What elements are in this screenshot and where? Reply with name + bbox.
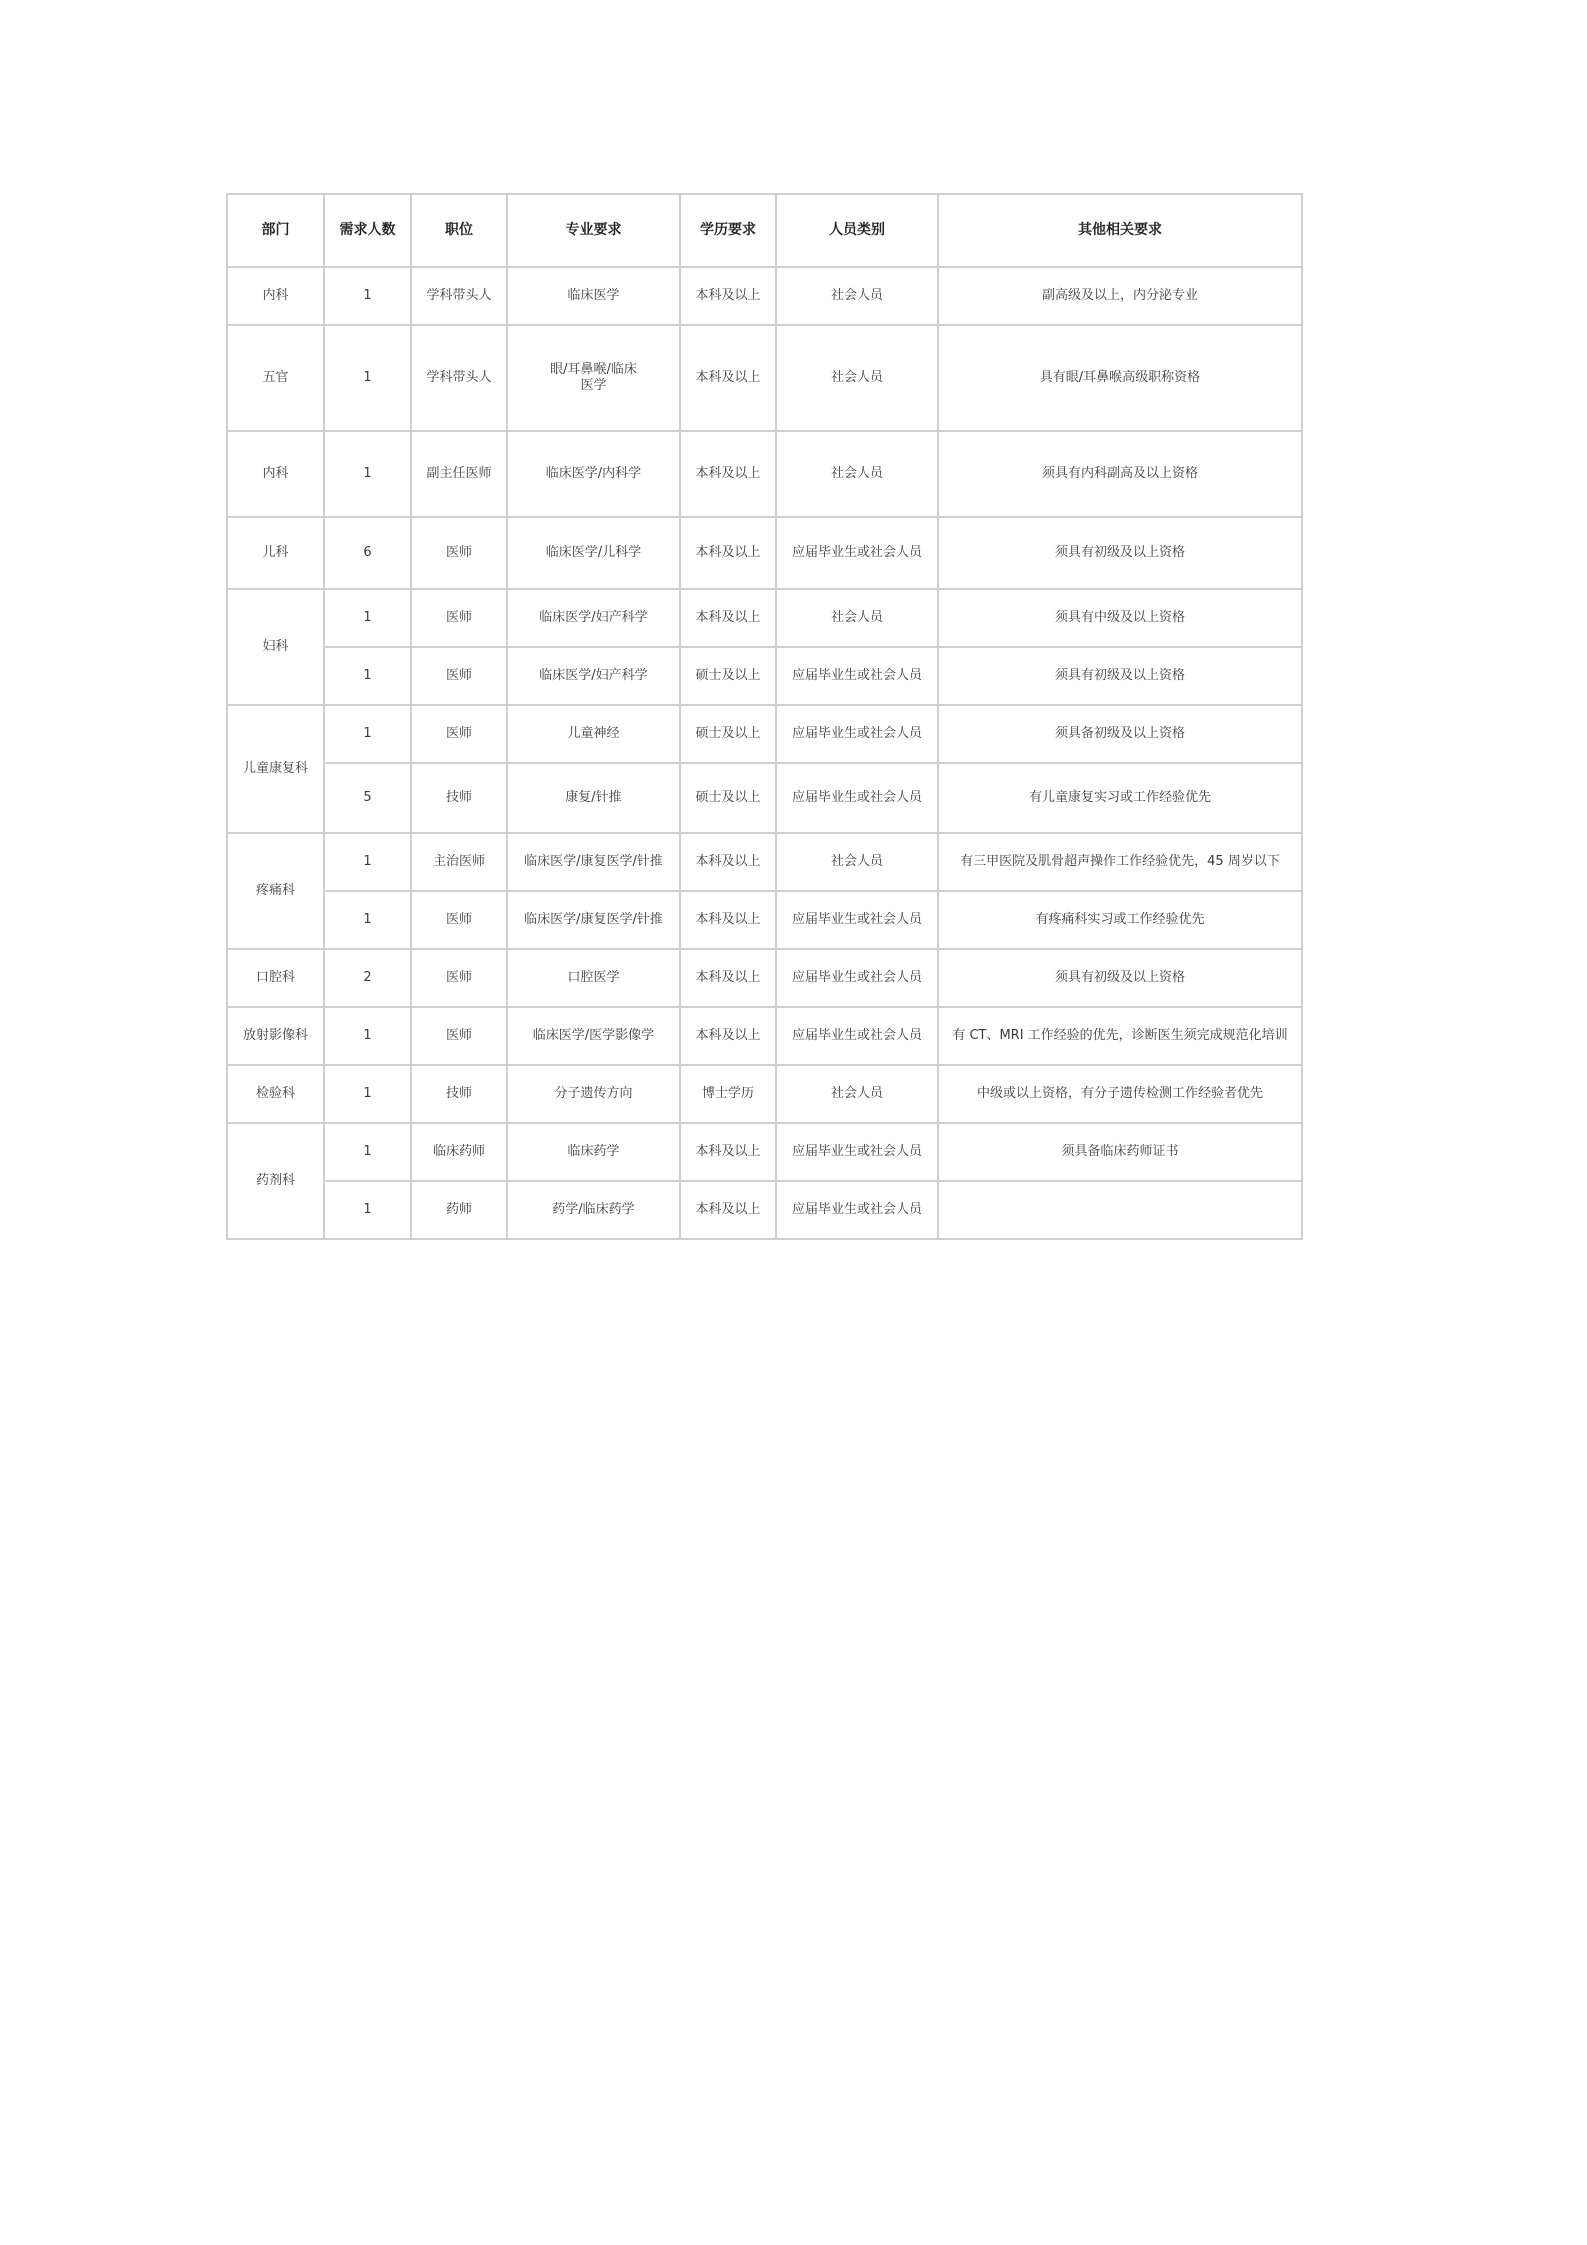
position-cell: 临床药师: [411, 1123, 507, 1181]
count-cell: 1: [324, 431, 411, 517]
count-cell: 1: [324, 1181, 411, 1239]
other-cell: 有三甲医院及肌骨超声操作工作经验优先，45 周岁以下: [938, 833, 1302, 891]
major-cell: 分子遗传方向: [507, 1065, 680, 1123]
count-cell: 1: [324, 833, 411, 891]
major-cell: 临床医学: [507, 267, 680, 325]
major-cell: 临床医学/妇产科学: [507, 589, 680, 647]
position-cell: 医师: [411, 517, 507, 589]
position-cell: 药师: [411, 1181, 507, 1239]
education-cell: 硕士及以上: [680, 647, 776, 705]
position-cell: 技师: [411, 763, 507, 833]
table-row: [227, 705, 1302, 763]
position-cell: 医师: [411, 1007, 507, 1065]
count-cell: 1: [324, 1065, 411, 1123]
other-cell: 中级或以上资格，有分子遗传检测工作经验者优先: [938, 1065, 1302, 1123]
count-cell: 1: [324, 1123, 411, 1181]
table-row: [227, 891, 1302, 949]
education-cell: 硕士及以上: [680, 705, 776, 763]
count-cell: 1: [324, 1007, 411, 1065]
category-cell: 应届毕业生或社会人员: [776, 1123, 938, 1181]
header-major: 专业要求: [507, 194, 680, 267]
table-row: [227, 763, 1302, 833]
education-cell: 本科及以上: [680, 949, 776, 1007]
position-cell: 医师: [411, 891, 507, 949]
other-cell: 须具有中级及以上资格: [938, 589, 1302, 647]
major-cell: 康复/针推: [507, 763, 680, 833]
count-cell: 1: [324, 891, 411, 949]
education-cell: 本科及以上: [680, 1123, 776, 1181]
category-cell: 应届毕业生或社会人员: [776, 705, 938, 763]
table-row: [227, 267, 1302, 325]
position-cell: 副主任医师: [411, 431, 507, 517]
count-cell: 1: [324, 647, 411, 705]
header-position: 职位: [411, 194, 507, 267]
education-cell: 硕士及以上: [680, 763, 776, 833]
major-cell: 药学/临床药学: [507, 1181, 680, 1239]
table-header-row: [227, 194, 1302, 267]
education-cell: 本科及以上: [680, 517, 776, 589]
position-cell: 学科带头人: [411, 325, 507, 431]
category-cell: 社会人员: [776, 267, 938, 325]
recruitment-table: [226, 193, 1303, 1240]
education-cell: 本科及以上: [680, 833, 776, 891]
major-cell: 儿童神经: [507, 705, 680, 763]
other-cell: 须具有内科副高及以上资格: [938, 431, 1302, 517]
table-row: [227, 517, 1302, 589]
count-cell: 6: [324, 517, 411, 589]
education-cell: 本科及以上: [680, 1007, 776, 1065]
category-cell: 应届毕业生或社会人员: [776, 891, 938, 949]
count-cell: 1: [324, 589, 411, 647]
category-cell: 应届毕业生或社会人员: [776, 647, 938, 705]
category-cell: 应届毕业生或社会人员: [776, 517, 938, 589]
category-cell: 社会人员: [776, 431, 938, 517]
position-cell: 技师: [411, 1065, 507, 1123]
other-cell: [938, 1181, 1302, 1239]
table-row: [227, 1007, 1302, 1065]
category-cell: 应届毕业生或社会人员: [776, 1181, 938, 1239]
major-cell: 临床医学/内科学: [507, 431, 680, 517]
table-row: [227, 589, 1302, 647]
table-row: [227, 1181, 1302, 1239]
major-cell: 临床医学/妇产科学: [507, 647, 680, 705]
department-cell: 药剂科: [227, 1123, 324, 1239]
other-cell: 须具有初级及以上资格: [938, 517, 1302, 589]
major-cell: 临床医学/康复医学/针推: [507, 833, 680, 891]
header-other: 其他相关要求: [938, 194, 1302, 267]
position-cell: 学科带头人: [411, 267, 507, 325]
header-education: 学历要求: [680, 194, 776, 267]
education-cell: 本科及以上: [680, 267, 776, 325]
count-cell: 5: [324, 763, 411, 833]
major-line: 眼/耳鼻喉/临床: [550, 362, 637, 378]
major-line: 医学: [580, 378, 607, 393]
department-cell: 口腔科: [227, 949, 324, 1007]
other-cell: 具有眼/耳鼻喉高级职称资格: [938, 325, 1302, 431]
other-cell: 有 CT、MRI 工作经验的优先，诊断医生须完成规范化培训: [938, 1007, 1302, 1065]
department-cell: 放射影像科: [227, 1007, 324, 1065]
table-row: [227, 325, 1302, 431]
category-cell: 应届毕业生或社会人员: [776, 949, 938, 1007]
table-row: [227, 647, 1302, 705]
count-cell: 1: [324, 705, 411, 763]
count-cell: 1: [324, 325, 411, 431]
table-row: [227, 833, 1302, 891]
count-cell: 2: [324, 949, 411, 1007]
position-cell: 主治医师: [411, 833, 507, 891]
category-cell: 应届毕业生或社会人员: [776, 1007, 938, 1065]
category-cell: 社会人员: [776, 325, 938, 431]
major-cell: [507, 325, 680, 431]
major-cell: 临床医学/康复医学/针推: [507, 891, 680, 949]
department-cell: 五官: [227, 325, 324, 431]
education-cell: 本科及以上: [680, 1181, 776, 1239]
other-cell: 须具有初级及以上资格: [938, 647, 1302, 705]
education-cell: 本科及以上: [680, 891, 776, 949]
category-cell: 应届毕业生或社会人员: [776, 763, 938, 833]
major-cell: 临床医学/儿科学: [507, 517, 680, 589]
department-cell: 检验科: [227, 1065, 324, 1123]
count-cell: 1: [324, 267, 411, 325]
table-row: [227, 1065, 1302, 1123]
category-cell: 社会人员: [776, 589, 938, 647]
position-cell: 医师: [411, 705, 507, 763]
other-cell: 须具备初级及以上资格: [938, 705, 1302, 763]
major-cell: 口腔医学: [507, 949, 680, 1007]
header-count: 需求人数: [324, 194, 411, 267]
other-cell: 有疼痛科实习或工作经验优先: [938, 891, 1302, 949]
department-cell: 内科: [227, 431, 324, 517]
table-row: [227, 1123, 1302, 1181]
category-cell: 社会人员: [776, 1065, 938, 1123]
table-row: [227, 949, 1302, 1007]
category-cell: 社会人员: [776, 833, 938, 891]
other-cell: 须具有初级及以上资格: [938, 949, 1302, 1007]
other-cell: 须具备临床药师证书: [938, 1123, 1302, 1181]
major-cell: 临床医学/医学影像学: [507, 1007, 680, 1065]
department-cell: 儿科: [227, 517, 324, 589]
other-cell: 有儿童康复实习或工作经验优先: [938, 763, 1302, 833]
department-cell: 儿童康复科: [227, 705, 324, 833]
education-cell: 博士学历: [680, 1065, 776, 1123]
department-cell: 妇科: [227, 589, 324, 705]
table-row: [227, 431, 1302, 517]
department-cell: 疼痛科: [227, 833, 324, 949]
major-cell: 临床药学: [507, 1123, 680, 1181]
position-cell: 医师: [411, 949, 507, 1007]
header-department: 部门: [227, 194, 324, 267]
education-cell: 本科及以上: [680, 589, 776, 647]
header-category: 人员类别: [776, 194, 938, 267]
department-cell: 内科: [227, 267, 324, 325]
other-cell: 副高级及以上，内分泌专业: [938, 267, 1302, 325]
education-cell: 本科及以上: [680, 431, 776, 517]
position-cell: 医师: [411, 647, 507, 705]
position-cell: 医师: [411, 589, 507, 647]
education-cell: 本科及以上: [680, 325, 776, 431]
